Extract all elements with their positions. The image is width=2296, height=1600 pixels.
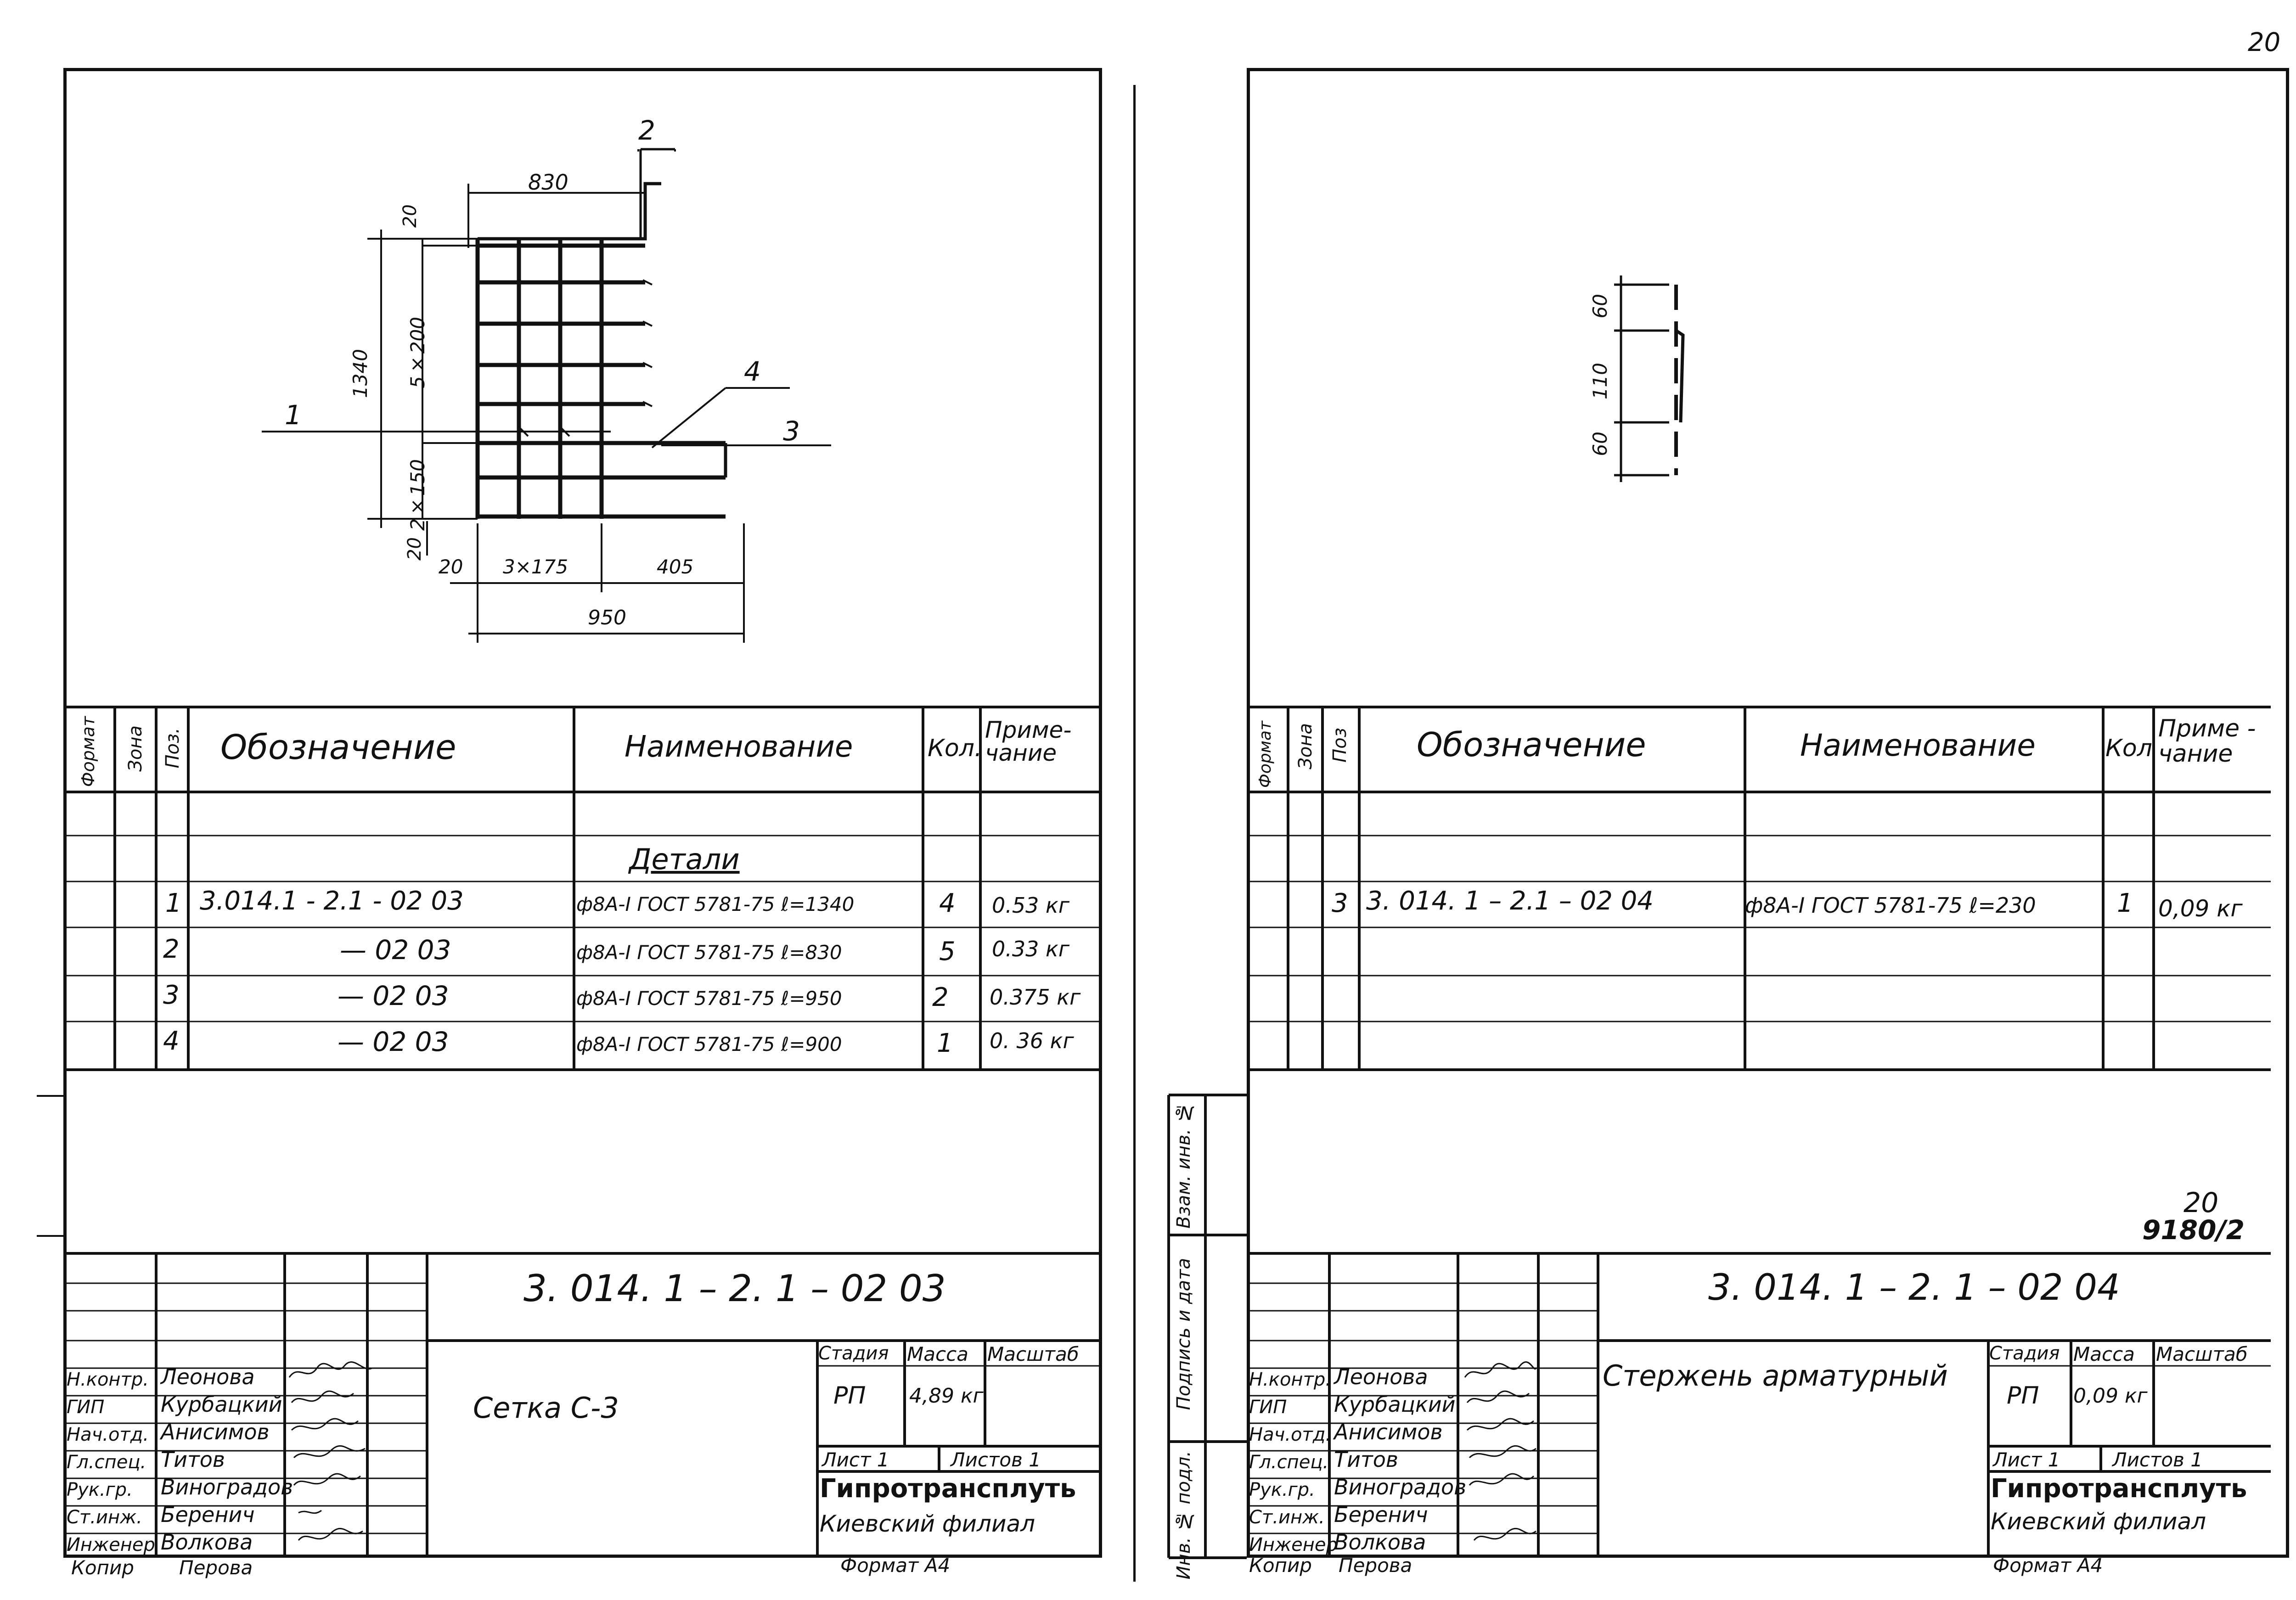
left-row-2-note: 0.33 кг [992,937,1069,961]
signature [1469,1446,1536,1458]
side-label-replace-inv: Взам. инв. № [1173,1102,1194,1229]
right-stage-label: Стадия [1989,1343,2060,1364]
right-scale-label: Масштаб [2156,1343,2248,1365]
left-header-format: Формат [78,716,98,787]
right-header-name: Наименование [1800,728,2036,763]
left-staff-name-5: Виноградов [161,1475,293,1499]
dim-width-top: 830 [528,170,568,195]
right-copy-name: Перова [1339,1554,1412,1577]
left-header-note: Приме- чание [985,717,1072,766]
left-row-2-pos: 2 [163,934,180,964]
right-staff-name-4: Титов [1334,1447,1399,1472]
right-branch-name: Киевский филиал [1991,1508,2206,1535]
bar-dim-middle: 110 [1589,363,1611,400]
callout-3: 3 [783,415,800,447]
left-staff-role-3: Нач.отд. [67,1424,149,1445]
right-stage: РП [2007,1382,2039,1409]
signature [1469,1474,1534,1485]
left-header-qty: Кол. [928,735,982,762]
callout-4: 4 [744,356,761,387]
left-staff-name-4: Титов [161,1447,225,1472]
signature [1467,1419,1534,1430]
left-row-4-pos: 4 [163,1026,180,1056]
dim-offset-bottom: 20 [404,537,425,561]
right-staff-name-2: Курбацкий [1334,1392,1456,1417]
left-item-name: Сетка С-3 [473,1391,619,1425]
page-number: 20 [2248,28,2281,57]
bar-dim-bottom: 60 [1589,432,1611,456]
left-staff-name-3: Анисимов [161,1420,270,1444]
right-header-pos: Поз [1329,728,1351,763]
left-header-zone: Зона [125,725,146,772]
left-sheet-count: Листов 1 [951,1448,1041,1471]
right-format-label: Формат А4 [1993,1554,2103,1577]
left-row-4-name: ф8А-I ГОСТ 5781-75 ℓ=900 [576,1033,842,1055]
callout-2: 2 [638,115,655,146]
left-row-2-qty: 5 [939,937,956,966]
left-stage-label: Стадия [818,1343,889,1364]
archive-number-top: 20 [2183,1187,2219,1219]
left-header-designation: Обозначение [220,728,456,767]
right-mass: 0,09 кг [2073,1384,2148,1408]
right-item-name: Стержень арматурный [1603,1359,1948,1392]
left-row-2-name: ф8А-I ГОСТ 5781-75 ℓ=830 [576,941,842,964]
right-org-name: Гипротрансплуть [1991,1474,2247,1504]
right-staff-role-6: Ст.инж. [1249,1507,1325,1528]
left-row-1-qty: 4 [939,888,956,918]
right-header-designation: Обозначение [1417,725,1646,764]
left-mass-label: Масса [907,1343,968,1365]
left-row-2-designation: — 02 03 [340,934,451,966]
left-doc-code: 3. 014. 1 – 2. 1 – 02 03 [523,1267,946,1310]
left-row-1-name: ф8А-I ГОСТ 5781-75 ℓ=1340 [576,893,855,915]
left-staff-name-7: Волкова [161,1530,253,1555]
left-branch-name: Киевский филиал [820,1510,1035,1537]
right-sheet-number: Лист 1 [1993,1448,2060,1471]
dim-offset-top: 20 [400,204,421,228]
left-mass: 4,89 кг [909,1384,984,1408]
bar-dim-top: 60 [1589,294,1611,319]
side-label-signature-date: Подпись и дата [1173,1258,1194,1410]
right-staff-name-6: Беренич [1334,1502,1428,1527]
left-row-3-pos: 3 [163,980,180,1010]
right-row-1-name: ф8А-I ГОСТ 5781-75 ℓ=230 [1745,893,2036,918]
right-row-1-designation: 3. 014. 1 – 2.1 – 02 04 [1366,886,1654,916]
left-copy-name: Перова [179,1556,253,1579]
right-sheet-count: Листов 1 [2112,1448,2203,1471]
left-format-label: Формат А4 [840,1554,951,1577]
dim-width-total: 950 [588,606,626,629]
right-staff-name-5: Виноградов [1334,1475,1467,1499]
right-signatures [1460,1359,1538,1561]
dim-spacing-horizontal: 3×175 [503,556,568,578]
right-staff-role-7: Инженер [1249,1534,1338,1555]
right-staff-name-7: Волкова [1334,1530,1426,1555]
left-staff-role-2: ГИП [67,1397,105,1418]
left-row-3-qty: 2 [932,982,949,1012]
left-sheet-number: Лист 1 [822,1448,889,1471]
right-staff-role-1: Н.контр. [1249,1369,1331,1390]
left-staff-role-4: Гл.спец. [67,1452,146,1473]
signature [1467,1391,1529,1403]
left-stage: РП [833,1382,866,1409]
right-staff-role-4: Гл.спец. [1249,1452,1329,1473]
left-row-1-pos: 1 [165,888,182,918]
left-row-3-note: 0.375 кг [990,985,1081,1010]
signature [1474,1528,1536,1540]
dim-offset-left: 20 [439,556,463,578]
right-staff-role-3: Нач.отд. [1249,1424,1332,1445]
left-row-4-qty: 1 [937,1028,953,1058]
left-staff-name-2: Курбацкий [161,1392,282,1417]
left-section-title: Детали [629,842,740,876]
right-row-1-pos: 3 [1332,888,1348,918]
right-staff-role-5: Рук.гр. [1249,1479,1315,1500]
right-header-qty: Кол [2105,735,2152,762]
right-header-note: Приме - чание [2158,715,2256,768]
left-org-name: Гипротрансплуть [820,1474,1076,1504]
left-row-3-name: ф8А-I ГОСТ 5781-75 ℓ=950 [576,987,842,1010]
dim-spacing-vertical: 5×200 [406,317,429,388]
dim-spacing-bottom: 2×150 [406,459,429,531]
right-header-zone: Зона [1295,723,1316,769]
callout-1: 1 [285,399,302,431]
left-row-4-note: 0. 36 кг [990,1028,1074,1053]
left-copy-label: Копир [71,1556,134,1579]
right-copy-label: Копир [1249,1554,1312,1577]
left-header-pos: Поз. [162,728,183,769]
right-staff-role-2: ГИП [1249,1397,1287,1418]
left-scale-label: Масштаб [987,1343,1079,1365]
left-staff-name-6: Беренич [161,1502,255,1527]
right-doc-code: 3. 014. 1 – 2. 1 – 02 04 [1708,1267,2120,1308]
archive-number-bottom: 9180/2 [2142,1214,2245,1246]
left-row-1-note: 0.53 кг [992,893,1069,918]
left-staff-role-6: Ст.инж. [67,1507,142,1528]
signature [1465,1362,1536,1377]
left-row-4-designation: — 02 03 [338,1026,449,1057]
left-staff-role-1: Н.контр. [67,1369,149,1390]
right-row-1-qty: 1 [2117,888,2133,918]
right-mass-label: Масса [2073,1343,2135,1365]
right-row-1-note: 0,09 кг [2158,895,2243,922]
right-staff-name-1: Леонова [1334,1364,1428,1389]
left-staff-name-1: Леонова [161,1364,255,1389]
side-label-inv-no: Инв. № подл. [1173,1451,1194,1580]
left-staff-role-5: Рук.гр. [67,1479,133,1500]
left-header-name: Наименование [625,730,853,764]
right-header-format: Формат [1256,721,1275,788]
left-row-3-designation: — 02 03 [338,980,449,1011]
dim-overhang: 405 [657,556,694,578]
right-staff-name-3: Анисимов [1334,1420,1443,1444]
left-row-1-designation: 3.014.1 - 2.1 - 02 03 [200,886,464,916]
dim-height-total: 1340 [349,349,371,398]
left-staff-role-7: Инженер [67,1534,155,1555]
